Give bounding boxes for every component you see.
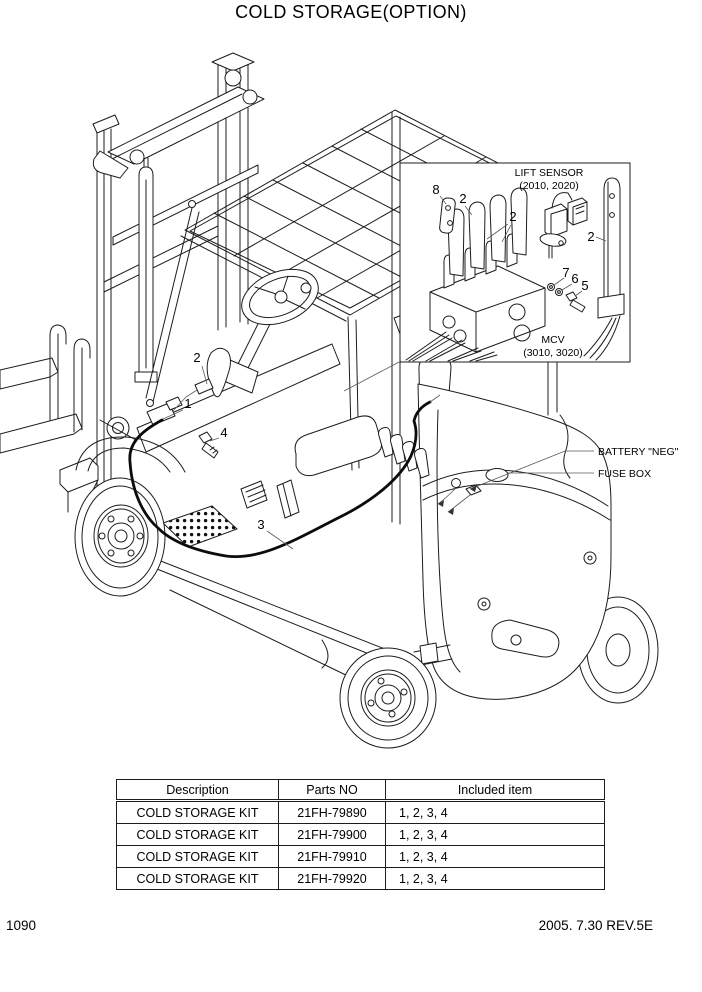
cell-included-item: 1, 2, 3, 4 [386,824,605,846]
inset-callout-7: 7 [562,265,570,280]
cell-included-item: 1, 2, 3, 4 [386,801,605,824]
cell-description: COLD STORAGE KIT [117,824,279,846]
cell-parts-no: 21FH-79900 [279,824,386,846]
pedals [241,480,299,518]
inset-callout-2c: 2 [587,229,595,244]
mcv-label: MCV [541,334,565,346]
rear-wheel [340,643,452,748]
callout-1: 1 [184,396,192,411]
mcv-ref: (3010, 3020) [523,347,583,359]
inset-callout-6: 6 [571,271,579,286]
table-row [117,824,605,846]
inset-detail-box [344,163,630,391]
battery-neg-label: BATTERY "NEG" [598,446,679,458]
cell-description: COLD STORAGE KIT [117,801,279,824]
table-row [117,846,605,868]
inset-callout-2b: 2 [509,209,517,224]
lift-sensor-label: LIFT SENSOR [514,167,584,179]
cell-included-item: 1, 2, 3, 4 [386,868,605,890]
table-row [117,868,605,890]
col-header-included-item: Included item [386,780,605,801]
table-header-row [117,780,605,801]
inset-callout-8: 8 [432,182,440,197]
col-header-description: Description [117,780,279,801]
parts-table [116,779,605,890]
table-row [117,801,605,824]
inset-callout-5: 5 [581,278,589,293]
callout-3: 3 [257,517,265,532]
counterweight-body [418,384,611,699]
callout-4: 4 [220,425,228,440]
steering-wheel [224,259,326,393]
cell-parts-no: 21FH-79920 [279,868,386,890]
page-number: 1090 [6,918,37,933]
revision-date: 2005. 7.30 REV.5E [538,918,653,933]
lift-sensor-ref: (2010, 2020) [519,180,579,192]
inset-callout-2a: 2 [459,191,467,206]
page-title: COLD STORAGE(OPTION) [235,2,467,22]
fuse-box-label: FUSE BOX [598,468,652,480]
mast-assembly [60,53,264,560]
cell-included-item: 1, 2, 3, 4 [386,846,605,868]
cell-parts-no: 21FH-79910 [279,846,386,868]
forks [0,325,90,453]
callout-2: 2 [193,350,201,365]
cell-description: COLD STORAGE KIT [117,846,279,868]
cell-description: COLD STORAGE KIT [117,868,279,890]
col-header-parts-no: Parts NO [279,780,386,801]
cell-parts-no: 21FH-79890 [279,801,386,824]
